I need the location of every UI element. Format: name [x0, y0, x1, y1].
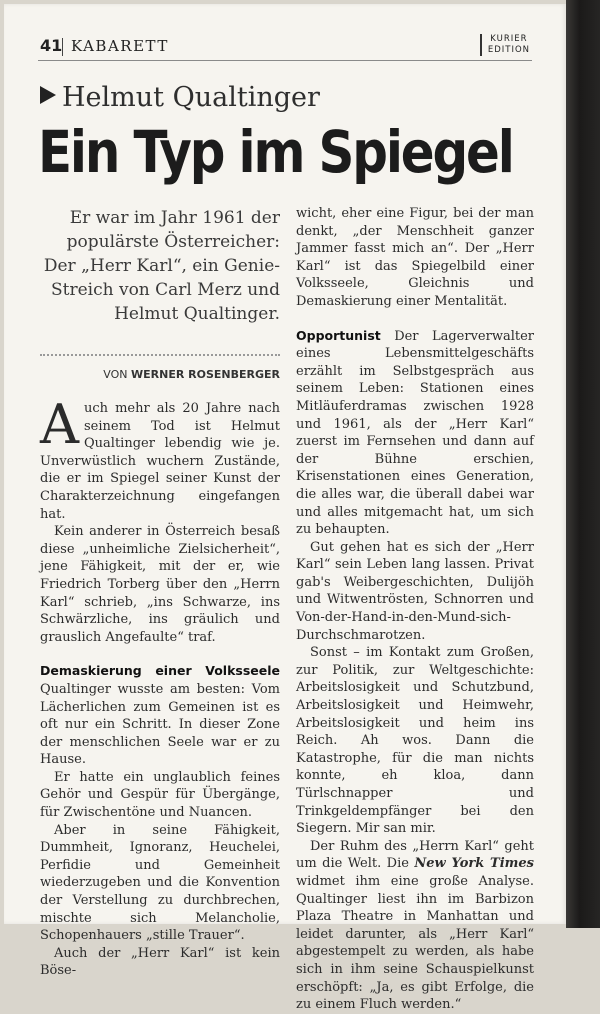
paragraph-text: Der Ruhm des „Herrn Karl“ geht um die Welt. Die	[296, 838, 534, 872]
drop-cap: A	[40, 393, 79, 456]
kicker	[40, 82, 320, 113]
paragraph-text: uch mehr als 20 Jahre nach seinem Tod ist Helmut Qualtinger lebendig wie je. Unverwüstlich wuchern Zustände, die er im Spiegel seiner Kunst der Charakterzeichnung eingefangen hat.	[40, 401, 280, 522]
paragraph: Kein anderer in Österreich besaß diese „unheimliche Zielsicherheit“, jene Fähigkeit, mit der er, wie Friedrich Torberg über den „Herrn Karl“ schrieb, „ins Schwarze, ins Schwärzliche, ins gräulich und grauslich Angefaulte“ traf.	[40, 524, 280, 645]
paragraph	[40, 393, 280, 523]
play-arrow-icon	[40, 86, 56, 104]
brand-line1: KURIER	[490, 34, 528, 44]
paragraph	[296, 838, 534, 1014]
paragraph: wicht, eher eine Figur, bei der man denkt, „der Menschheit ganzer Jammer fasst mich an“. Der „Herr Karl“ ist das Spiegelbild einer Volksseele, Gleichnis und Demaskierung einer Mentalität.	[296, 206, 534, 309]
paragraph: Sonst – im Kontakt zum Großen, zur Politik, zur Weltgeschichte: Arbeitslosigkeit und Schutzbund, Arbeitslosigkeit und Heimwehr, Arbeitslosigkeit und heim ins Reich. Ah wos. Dann die Katastrophe, für die man nichts konnte, eh kloa, dann Türlschnapper und Trinkgeldempfänger bei den Siegern. Mir san mir.	[296, 645, 534, 837]
headline: Ein Typ im Spiegel	[38, 118, 513, 186]
byline-prefix: VON	[103, 368, 128, 381]
paragraph: Auch der „Herr Karl“ ist kein Böse-	[40, 945, 280, 979]
subheading: Demaskierung einer Volksseele	[40, 663, 280, 679]
paragraph: Aber in seine Fähigkeit, Dummheit, Ignoranz, Heuchelei, Perfidie und Gemeinheit wiederzugeben und die Konvention der Verstellung zu durchbrechen, mischte sich Melancholie, Schopenhauers „stille Trauer“.	[40, 822, 280, 944]
page-number: 41	[40, 36, 63, 55]
paragraph: Gut gehen hat es sich der „Herr Karl“ sein Leben lang lassen. Privat gab's Weibergeschichten, Dulijöh und Witwentrösten, Schnorren und Von-der-Hand-in-den-Mund-sich-Durchschmarotzen.	[296, 539, 534, 643]
article-column-1	[40, 393, 280, 980]
paragraph-text: Qualtinger wusste am besten: Vom Lächerlichen zum Gemeinen ist es oft nur ein Schritt. In dieser Zone der menschlichen Seele war er zu Hause.	[40, 681, 280, 768]
paragraph	[40, 662, 280, 769]
brand-logo	[480, 34, 530, 56]
kicker-text: Helmut Qualtinger	[62, 82, 320, 113]
page-header	[38, 36, 532, 61]
brand-line2: EDITION	[487, 45, 530, 55]
byline-author: WERNER ROSENBERGER	[131, 368, 280, 381]
section-label: KABARETT	[71, 37, 169, 55]
paragraph	[296, 327, 534, 539]
paragraph-text: widmet ihm eine große Analyse. Qualtinger liest ihn im Barbizon Plaza Theatre in Manhattan und leidet darunter, als „Herr Karl“ abgestempelt zu werden, als habe sich in ihm seine Schauspielkunst erschöpft: „Ja, es gibt Erfolge, die zu einem Fluch werden.“	[296, 873, 534, 1013]
book-binding	[566, 0, 600, 928]
paragraph-text: Der Lagerverwalter eines Lebensmittelgeschäfts erzählt im Selbstgespräch aus seinem Leben: Stationen eines Mitläuferdramas zwischen 1928 und 1961, als der „Herr Karl“ zuerst im Fernsehen und dann auf der Bühne erschien, Krisenstationen eines Generation, die alles war, die überall dabei war und alles mitgemacht hat, um sich zu behaupten.	[296, 328, 534, 538]
subheading: Opportunist	[296, 327, 381, 343]
deck-intro: Er war im Jahr 1961 der populärste Österreicher: Der „Herr Karl“, ein Genie-Streich von Carl Merz und Helmut Qualtinger.	[43, 208, 280, 324]
article-column-2	[296, 205, 534, 1014]
header-divider	[62, 38, 63, 56]
publication-name: New York Times	[414, 856, 534, 872]
dotted-divider	[40, 354, 280, 356]
paragraph: Er hatte ein unglaublich feines Gehör und Gespür für Übergänge, für Zwischentöne und Nuancen.	[40, 769, 280, 821]
byline	[40, 368, 280, 381]
